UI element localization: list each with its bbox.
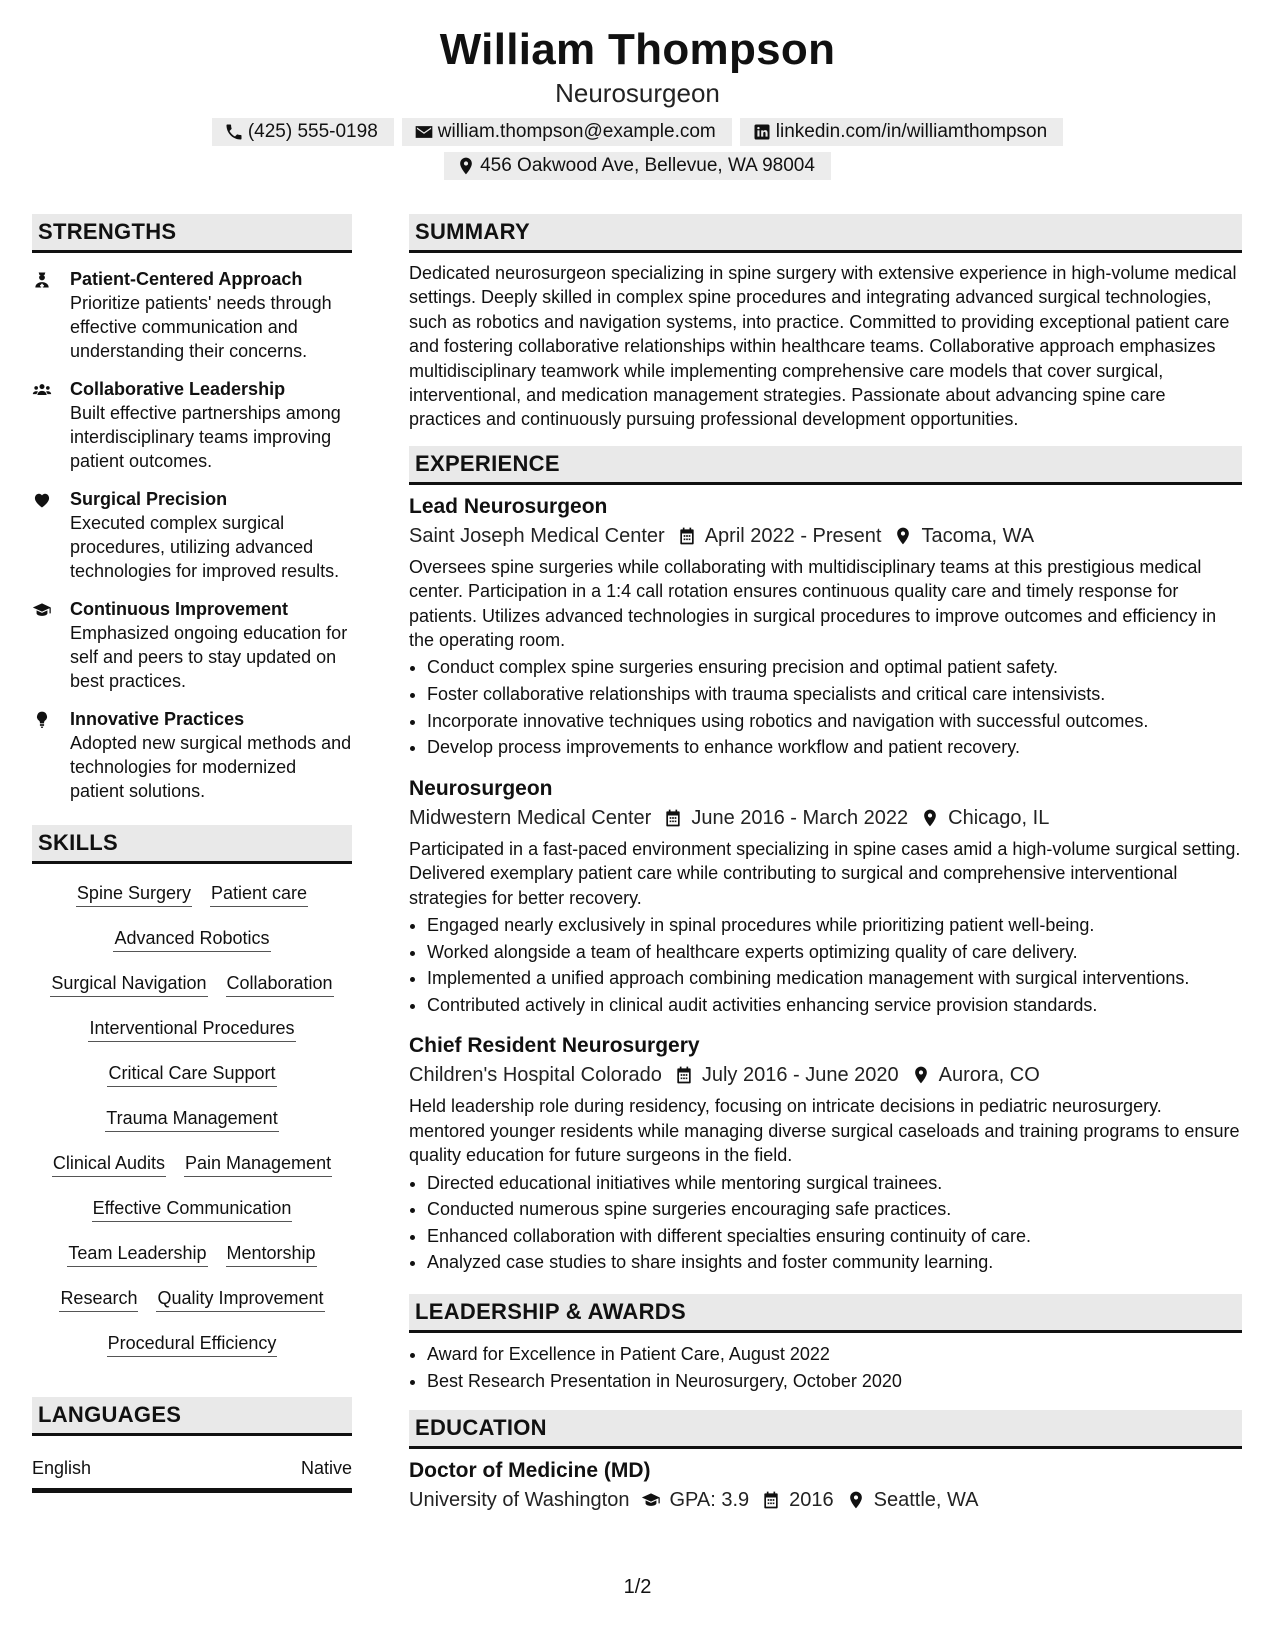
employer-name: Children's Hospital Colorado — [409, 1064, 662, 1087]
employer-name: Saint Joseph Medical Center — [409, 524, 665, 547]
skill-row — [32, 874, 352, 919]
skill-row — [32, 1009, 352, 1054]
experience-bullet: • Foster collaborative relationships with trauma specialists and critical care intensivists. — [427, 681, 1242, 708]
experience-heading: EXPERIENCE — [409, 446, 1242, 485]
strength-desc: Built effective partnerships among interdisciplinary teams improving patient outcomes. — [70, 403, 341, 471]
skill-tag: Team Leadership — [67, 1240, 207, 1267]
school-location: Seattle, WA — [873, 1489, 979, 1512]
address-chip — [444, 152, 831, 180]
strength-item — [32, 597, 352, 693]
page-number: 1/2 — [623, 1576, 652, 1598]
education-meta — [409, 1485, 1242, 1515]
experience-bullet: • Enhanced collaboration with different specialties ensuring continuity of care. — [427, 1223, 1242, 1250]
map-marker-icon — [456, 156, 476, 176]
skill-tag: Surgical Navigation — [50, 970, 207, 997]
skill-tag: Quality Improvement — [156, 1285, 324, 1312]
job-title: Lead Neurosurgeon — [409, 494, 608, 518]
summary-text: Dedicated neurosurgeon specializing in spine surgery with extensive experience in high-volume medical settings. Deeply skilled in complex spine procedures and integrating advanced surgical technologies, such as robotics and navigation systems, into practice. Committed to providing exceptional patient care and fostering collaborative relationships within healthcare teams. Collaborative approach emphasizes multidisciplinary teamwork while implementing comprehensive care models that cover surgical, interventional, and medication management strategies. Passionate about advancing spine care practices and continuously pursuing professional development opportunities. — [409, 263, 1237, 430]
skill-tag: Procedural Efficiency — [107, 1330, 278, 1357]
skill-tag: Patient care — [210, 880, 308, 907]
skill-row — [32, 1234, 352, 1279]
job-dates: July 2016 - June 2020 — [701, 1064, 899, 1087]
skill-tag: Clinical Audits — [52, 1150, 166, 1177]
email-text: william.thompson@example.com — [437, 121, 716, 142]
skill-row — [32, 964, 352, 1009]
experience-bullet: • Implemented a unified approach combining medication management with surgical interventions. — [427, 965, 1242, 992]
school-name: University of Washington — [409, 1489, 630, 1512]
awards-heading: LEADERSHIP & AWARDS — [409, 1294, 1242, 1333]
strength-item — [32, 267, 352, 363]
calendar-icon — [663, 808, 683, 828]
user-nurse-icon — [32, 270, 52, 290]
language-item — [32, 1456, 352, 1480]
skill-row — [32, 1189, 352, 1234]
skill-tag: Pain Management — [184, 1150, 332, 1177]
skill-tag: Effective Communication — [92, 1195, 293, 1222]
languages-heading: LANGUAGES — [32, 1397, 352, 1436]
strength-item — [32, 487, 352, 583]
language-level: Native — [300, 1458, 352, 1478]
calendar-icon — [677, 526, 697, 546]
job-description: Oversees spine surgeries while collaborating with multidisciplinary teams at this prestigious medical center. Participation in a 1:4 call rotation ensures continuous quality care and timely response for patients. Utilizes advanced technologies in surgical procedures to improve outcomes and efficiency in the operating room. — [409, 556, 1217, 651]
job-meta — [409, 1060, 1242, 1090]
skills-list — [32, 874, 352, 1369]
skill-row — [32, 1054, 352, 1099]
skill-row — [32, 1144, 352, 1189]
calendar-icon — [674, 1065, 694, 1085]
job-title: Chief Resident Neurosurgery — [409, 1034, 700, 1058]
job-description: Held leadership role during residency, focusing on intricate decisions in pediatric neurosurgery. mentored younger residents while managing diverse surgical caseloads and training programs to ensure quality education for future surgeons in the field. — [409, 1096, 1240, 1166]
heart-icon — [32, 490, 52, 510]
skill-tag: Interventional Procedures — [88, 1015, 295, 1042]
strength-desc: Prioritize patients' needs through effective communication and understanding their concerns. — [70, 293, 332, 361]
skill-tag: Mentorship — [226, 1240, 317, 1267]
skill-tag: Advanced Robotics — [113, 925, 270, 952]
job-bullets — [409, 654, 1242, 760]
strength-desc: Adopted new surgical methods and technologies for modernized patient solutions. — [70, 733, 352, 801]
map-marker-icon — [911, 1065, 931, 1085]
skills-heading: SKILLS — [32, 825, 352, 864]
users-icon — [32, 380, 52, 400]
candidate-title: Neurosurgeon — [555, 78, 720, 108]
skill-row — [32, 1099, 352, 1144]
linkedin-icon — [752, 122, 772, 142]
job-location: Tacoma, WA — [921, 524, 1035, 547]
strength-title: Innovative Practices — [70, 709, 245, 729]
graduation-cap-icon — [641, 1490, 661, 1510]
skill-tag: Collaboration — [226, 970, 334, 997]
experience-bullet: • Engaged nearly exclusively in spinal procedures while prioritizing patient well-being. — [427, 912, 1242, 939]
strength-item — [32, 377, 352, 473]
map-marker-icon — [920, 808, 940, 828]
experience-bullet: • Directed educational initiatives while mentoring surgical trainees. — [427, 1170, 1242, 1197]
job-dates: June 2016 - March 2022 — [691, 806, 909, 829]
skill-row — [32, 1279, 352, 1324]
experience-bullet: • Incorporate innovative techniques using robotics and navigation with successful outcomes. — [427, 708, 1242, 735]
skill-row — [32, 919, 352, 964]
address-row — [0, 152, 1275, 180]
job-bullets — [409, 912, 1242, 1018]
experience-item — [409, 1032, 1242, 1276]
employer-name: Midwestern Medical Center — [409, 806, 652, 829]
lightbulb-icon — [32, 710, 52, 730]
experience-item — [409, 493, 1242, 761]
strength-title: Patient-Centered Approach — [70, 269, 303, 289]
address-text: 456 Oakwood Ave, Bellevue, WA 98004 — [480, 155, 815, 176]
degree-title: Doctor of Medicine (MD) — [409, 1459, 651, 1483]
award-item: • Best Research Presentation in Neurosurgery, October 2020 — [427, 1368, 1242, 1395]
strengths-list — [32, 267, 352, 803]
gpa-text: GPA: 3.9 — [669, 1489, 750, 1512]
job-meta — [409, 521, 1242, 551]
strength-desc: Emphasized ongoing education for self and peers to stay updated on best practices. — [70, 623, 348, 691]
skill-row — [32, 1324, 352, 1369]
job-description: Participated in a fast-paced environment specializing in spine cases amid a high-volume surgical setting. Delivered exemplary patient care while contributing to surgical and comprehensive interventional strategies for better recovery. — [409, 838, 1241, 908]
resume-header — [0, 22, 1275, 180]
envelope-icon — [414, 122, 434, 142]
award-item: • Award for Excellence in Patient Care, August 2022 — [427, 1341, 1242, 1368]
skill-tag: Critical Care Support — [107, 1060, 276, 1087]
map-marker-icon — [893, 526, 913, 546]
job-location: Aurora, CO — [938, 1064, 1040, 1087]
phone-text: (425) 555-0198 — [247, 121, 378, 142]
strength-item — [32, 707, 352, 803]
experience-item — [409, 775, 1242, 1019]
skill-tag: Spine Surgery — [76, 880, 192, 907]
skill-tag: Research — [59, 1285, 138, 1312]
experience-bullet: • Analyzed case studies to share insights and foster community learning. — [427, 1249, 1242, 1276]
education-item — [409, 1457, 1242, 1515]
calendar-icon — [761, 1490, 781, 1510]
awards-list — [409, 1341, 1242, 1394]
experience-bullet: • Contributed actively in clinical audit activities enhancing service provision standards. — [427, 992, 1242, 1019]
strength-title: Surgical Precision — [70, 489, 228, 509]
experience-bullet: • Develop process improvements to enhance workflow and patient recovery. — [427, 734, 1242, 761]
job-meta — [409, 803, 1242, 833]
strengths-heading: STRENGTHS — [32, 214, 352, 253]
contact-row — [0, 118, 1275, 146]
phone-icon — [224, 122, 244, 142]
experience-bullet: • Worked alongside a team of healthcare experts optimizing quality of care delivery. — [427, 939, 1242, 966]
right-column — [409, 214, 1242, 1515]
graduation-cap-icon — [32, 600, 52, 620]
strength-title: Continuous Improvement — [70, 599, 289, 619]
linkedin-text: linkedin.com/in/williamthompson — [775, 121, 1048, 142]
graduation-year: 2016 — [789, 1489, 834, 1512]
education-heading: EDUCATION — [409, 1410, 1242, 1449]
language-proficiency-bar — [32, 1488, 352, 1493]
map-marker-icon — [846, 1490, 866, 1510]
job-title: Neurosurgeon — [409, 776, 553, 800]
left-column — [32, 214, 352, 1493]
experience-bullet: • Conduct complex spine surgeries ensuring precision and optimal patient safety. — [427, 654, 1242, 681]
linkedin-chip — [740, 118, 1063, 146]
experience-list — [409, 493, 1242, 1276]
experience-bullet: • Conducted numerous spine surgeries encouraging safe practices. — [427, 1196, 1242, 1223]
skill-tag: Trauma Management — [105, 1105, 278, 1132]
job-dates: April 2022 - Present — [704, 524, 882, 547]
strength-desc: Executed complex surgical procedures, utilizing advanced technologies for improved results. — [70, 513, 340, 581]
job-bullets — [409, 1170, 1242, 1276]
email-chip — [402, 118, 732, 146]
summary-heading: SUMMARY — [409, 214, 1242, 253]
candidate-name: William Thompson — [439, 25, 836, 74]
language-name: English — [32, 1458, 92, 1478]
strength-title: Collaborative Leadership — [70, 379, 286, 399]
phone-chip — [212, 118, 394, 146]
job-location: Chicago, IL — [948, 806, 1050, 829]
